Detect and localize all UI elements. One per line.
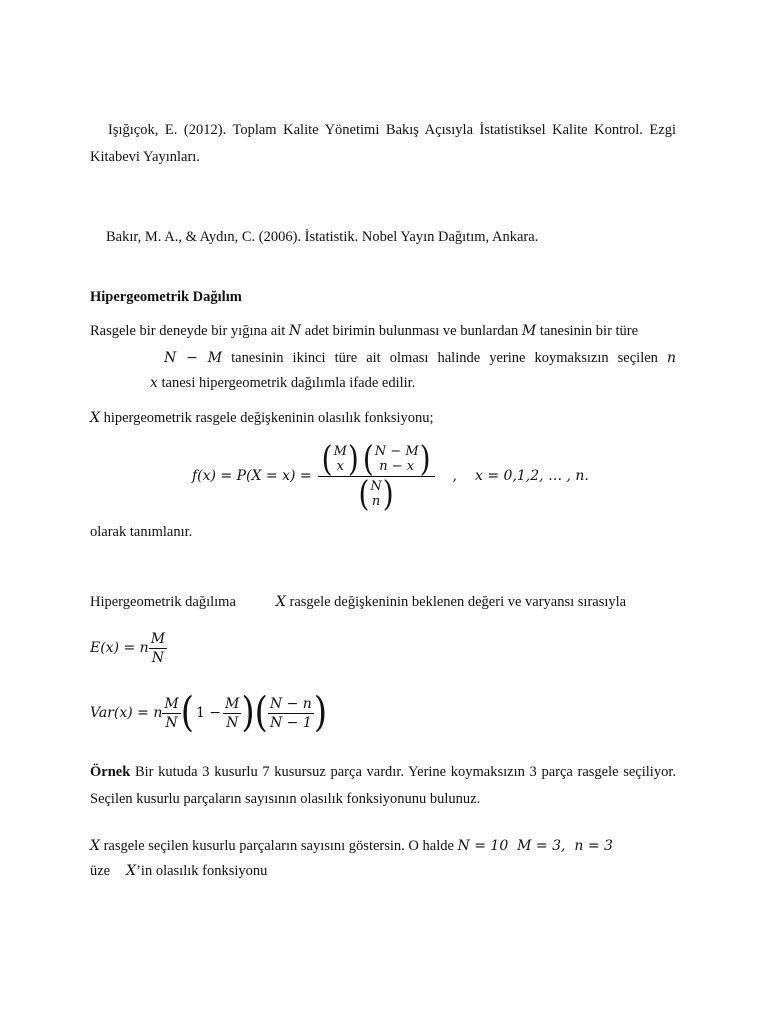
p2-text: hipergeometrik rasgele değişkeninin olasılık fonksiyonu; (99, 410, 434, 426)
paragraph-1-line-2 (164, 345, 676, 372)
variance-f2-denominator: N (226, 714, 239, 731)
binom-NM-top: N − M (374, 443, 419, 459)
paragraph-1-line-1 (90, 318, 676, 345)
expectation-fraction (149, 631, 167, 666)
variance-fraction-1 (162, 696, 180, 731)
variance-fraction-2 (223, 696, 241, 731)
variance-one-minus: 1 − (195, 705, 222, 721)
p3-math-X: X (275, 594, 286, 610)
binom-NM-nx: ( N − M n − x ) (362, 437, 431, 479)
variance-formula: Var(x) = n $\frac{M}{N}$ ( 1 − $\frac{M}{N}$ ) ( $\frac{N - n}{N - 1}$ ) (90, 689, 328, 737)
section-heading-text: Hipergeometrik Dağılım (90, 289, 242, 305)
paragraph-1-line-3 (150, 370, 676, 397)
reference-1-text: Işığıçok, E. (2012). Toplam Kalite Yönetimi Bakış Açısıyla İstatistiksel Kalite Kontrol. Ezgi Kitabevi Yayınları. (90, 122, 676, 165)
reference-1 (90, 117, 676, 171)
pmf-formula (192, 437, 589, 514)
pmf-fraction (318, 437, 435, 514)
variance-f3-numerator: N − n (269, 695, 312, 712)
solution-values: N = 10 M = 3, n = 3 (457, 838, 613, 854)
pmf-separator: , (452, 468, 458, 484)
p1-text-b: adet birimin bulunması ve bunlardan (301, 323, 522, 339)
variance-f1-numerator: M (164, 695, 179, 712)
p1-text-d: tanesinin ikinci türe ait olması halinde yerine koymaksızın seçilen (222, 350, 667, 366)
defined-text: olarak tanımlanır. (90, 524, 193, 540)
p1-math-x: x (150, 375, 158, 391)
p1-math-NM: N − M (164, 350, 223, 366)
solution-text: rasgele seçilen kusurlu parçaların sayısını göstersin. O halde (99, 838, 458, 854)
variance-f3-denominator: N − 1 (269, 714, 312, 731)
expectation-formula (90, 629, 167, 667)
pmf-numerator (318, 437, 435, 479)
binom-N-top: N (370, 478, 382, 494)
variance-lhs: Var(x) = n (90, 705, 163, 721)
variance-fraction-3 (268, 696, 314, 731)
paragraph-2 (90, 405, 676, 432)
expectation-denominator: N (151, 649, 164, 666)
variance-f1-denominator: N (165, 714, 178, 731)
p3-text-b: rasgele değişkeninin beklenen değeri ve varyansı sırasıyla (285, 594, 627, 610)
paragraph-3 (90, 589, 676, 616)
p1-text-a: Rasgele bir deneyde bir yığına ait (90, 323, 289, 339)
example-paragraph (90, 759, 676, 813)
expectation-lhs: E(x) = n (90, 640, 149, 656)
section-heading (90, 284, 676, 311)
binom-M-bottom: x (336, 458, 344, 474)
example-text: Bir kutuda 3 kusurlu 7 kusursuz parça vardır. Yerine koymaksızın 3 parça rasgele seçiliyor. Seçilen kusurlu parçaların sayısının olasılık fonksiyonunu bulunuz. (90, 764, 676, 807)
solution-math-X-2: X (126, 863, 137, 879)
p1-math-N: N (288, 323, 302, 339)
defined-line (90, 519, 676, 546)
reference-2 (106, 224, 676, 251)
solution-text-b: ’in olasılık fonksiyonu (136, 863, 268, 879)
pmf-denominator (358, 472, 394, 514)
p1-math-n: n (666, 350, 676, 366)
binom-N-bottom: n (371, 493, 381, 509)
solution-line-2 (90, 858, 676, 885)
binom-M-x: ( M x ) (321, 437, 359, 479)
pmf-range: x = 0,1,2, … , n. (475, 468, 589, 484)
variance-f2-numerator: M (225, 695, 240, 712)
pmf-lhs: f(x) = P(X = x) = (192, 468, 312, 484)
example-label: Örnek (90, 764, 131, 780)
binom-M-top: M (333, 443, 347, 459)
binom-N-n: ( N n ) (358, 472, 394, 514)
binom-NM-bottom: n − x (379, 458, 415, 474)
p1-math-M: M (521, 323, 537, 339)
p3-text-a: Hipergeometrik dağılıma (90, 594, 236, 610)
p1-text-c: tanesinin bir türe (536, 323, 639, 339)
reference-2-text: Bakır, M. A., & Aydın, C. (2006). İstatistik. Nobel Yayın Dağıtım, Ankara. (106, 229, 539, 245)
solution-math-X: X (90, 838, 100, 854)
p1-text-e: tanesi hipergeometrik dağılımla ifade edilir. (157, 375, 416, 391)
solution-text-a: üze (90, 863, 111, 879)
expectation-numerator: M (150, 630, 166, 647)
p2-math-X: X (90, 410, 100, 426)
solution-line-1 (90, 833, 676, 860)
